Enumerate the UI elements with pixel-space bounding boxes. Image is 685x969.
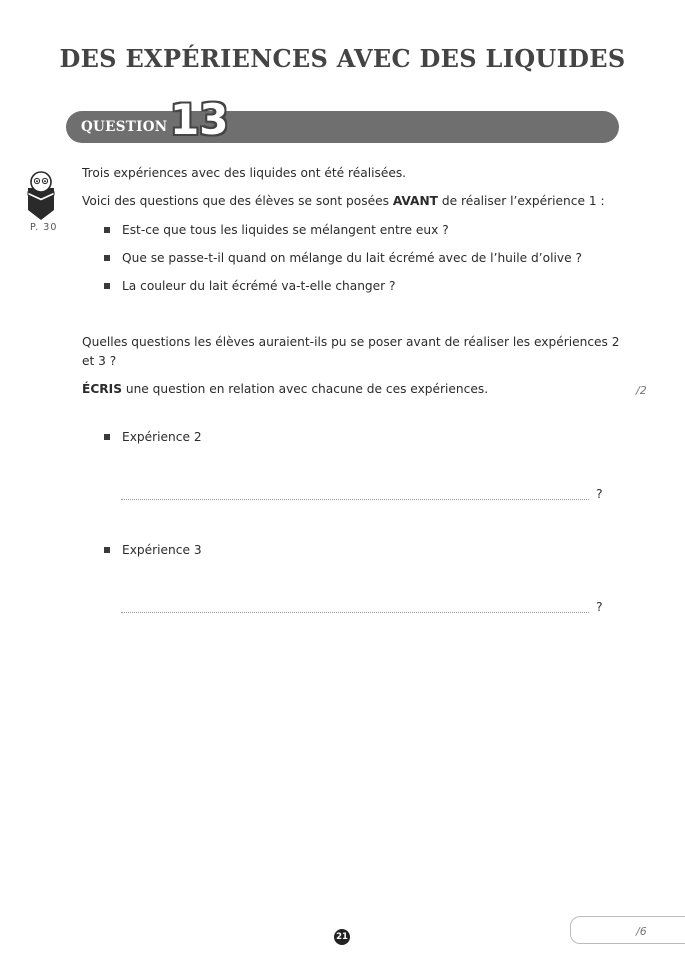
experience-2-label: Expérience 2 [122,430,202,444]
instruction [82,381,488,398]
list-item-text: Que se passe-t-il quand on mélange du lait écrémé avec de l’huile d’olive ? [122,251,582,265]
intro-line-1: Trois expériences avec des liquides ont été réalisées. [82,166,407,180]
list-item-text: Est-ce que tous les liquides se mélangent entre eux ? [122,223,449,237]
answer-line-experience-3[interactable] [121,612,589,613]
page-title: DES EXPÉRIENCES AVEC DES LIQUIDES [59,44,626,73]
total-score-box [570,916,685,944]
list-item [104,222,449,239]
answer-question-mark: ? [596,486,603,501]
list-item [104,278,396,295]
intro-line-2-bold: AVANT [392,194,438,208]
answer-line-experience-2[interactable] [121,499,589,500]
list-item [104,429,202,446]
list-item [104,250,582,267]
intro-line-2-end: de réaliser l’expérience 1 : [437,194,605,208]
intro-line-2-start: Voici des questions que des élèves se sont posées [82,194,393,208]
square-bullet-icon [104,283,110,289]
question-label: QUESTION [81,119,168,135]
item-score: /2 [636,384,647,397]
reader-mascot-icon [23,170,59,222]
page-number: 21 [334,929,350,945]
intro-line-2 [82,193,605,210]
square-bullet-icon [104,434,110,440]
prompt-line-1: Quelles questions les élèves auraient-ils pu se poser avant de réaliser les expériences 2 [82,335,620,349]
answer-question-mark: ? [596,599,603,614]
list-item-text: La couleur du lait écrémé va-t-elle changer ? [122,279,396,293]
page-reference: P. 30 [30,222,58,233]
list-item [104,542,202,559]
square-bullet-icon [104,547,110,553]
total-score: /6 [636,925,647,938]
experience-3-label: Expérience 3 [122,543,202,557]
square-bullet-icon [104,227,110,233]
question-number: 13 [170,95,229,144]
prompt-line-2: et 3 ? [82,354,117,368]
square-bullet-icon [104,255,110,261]
instruction-text: une question en relation avec chacune de ces expériences. [121,382,489,396]
instruction-verb: ÉCRIS [82,382,122,396]
